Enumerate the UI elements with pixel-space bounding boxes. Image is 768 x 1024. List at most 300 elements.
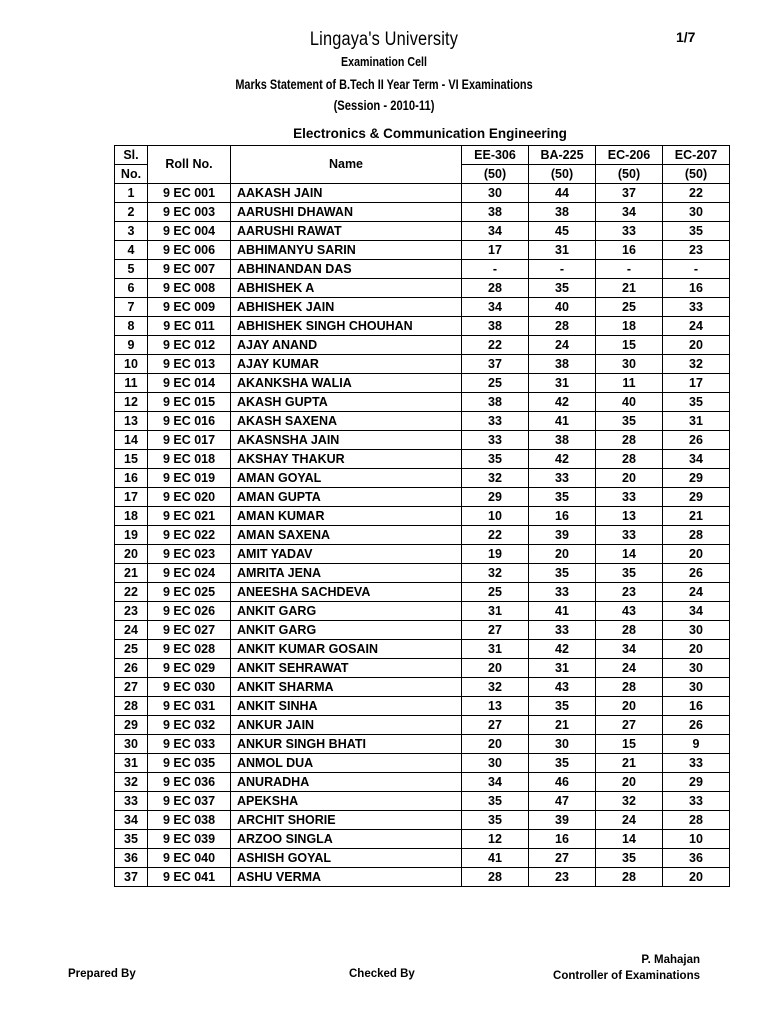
sl-no-cell: 5 [115,260,148,279]
sl-no-cell: 30 [115,735,148,754]
sl-header-line1: Sl. [115,146,148,165]
marks-ee306-cell: 38 [462,393,529,412]
roll-no-cell: 9 EC 041 [148,868,231,887]
prepared-by-label: Prepared By [68,968,136,980]
marks-ec207-cell: 16 [663,279,730,298]
marks-ba225-cell: 41 [529,412,596,431]
marks-ba225-cell: 33 [529,621,596,640]
student-name-cell: ANKIT KUMAR GOSAIN [231,640,462,659]
marks-ee306-cell: 34 [462,773,529,792]
sl-no-cell: 27 [115,678,148,697]
marks-ee306-cell: - [462,260,529,279]
student-name-cell: AJAY ANAND [231,336,462,355]
student-name-cell: ABHISHEK SINGH CHOUHAN [231,317,462,336]
roll-no-cell: 9 EC 013 [148,355,231,374]
marks-ba225-cell: 30 [529,735,596,754]
marks-ec207-cell: 34 [663,602,730,621]
subject-header-code: EC-206 [596,146,663,165]
marks-ec207-cell: 20 [663,545,730,564]
marks-ec207-cell: 20 [663,868,730,887]
table-row [115,697,730,716]
sl-no-cell: 1 [115,184,148,203]
table-row [115,469,730,488]
student-name-cell: ANKIT SINHA [231,697,462,716]
roll-no-cell: 9 EC 018 [148,450,231,469]
roll-no-cell: 9 EC 001 [148,184,231,203]
roll-no-cell: 9 EC 022 [148,526,231,545]
marks-table-body [115,184,730,887]
table-row [115,735,730,754]
roll-no-cell: 9 EC 024 [148,564,231,583]
marks-ee306-cell: 32 [462,564,529,583]
marks-ec206-cell: 28 [596,431,663,450]
marks-ec206-cell: 15 [596,735,663,754]
sl-no-cell: 25 [115,640,148,659]
table-row [115,659,730,678]
marks-ee306-cell: 31 [462,602,529,621]
table-row [115,450,730,469]
marks-ee306-cell: 27 [462,621,529,640]
marks-ba225-cell: 16 [529,830,596,849]
marks-ba225-cell: 33 [529,583,596,602]
student-name-cell: ABHISHEK A [231,279,462,298]
table-row [115,583,730,602]
roll-no-cell: 9 EC 011 [148,317,231,336]
marks-ec207-cell: 33 [663,298,730,317]
department-title: Electronics & Communication Engineering [293,126,567,141]
table-row [115,773,730,792]
table-row [115,488,730,507]
roll-no-cell: 9 EC 016 [148,412,231,431]
checked-by-label: Checked By [349,968,415,980]
table-row [115,545,730,564]
table-row [115,507,730,526]
student-name-cell: AMAN GOYAL [231,469,462,488]
table-row [115,621,730,640]
marks-ee306-cell: 25 [462,583,529,602]
marks-ee306-cell: 38 [462,203,529,222]
roll-no-cell: 9 EC 006 [148,241,231,260]
table-row [115,640,730,659]
sl-no-cell: 3 [115,222,148,241]
marks-ec207-cell: 28 [663,811,730,830]
student-name-cell: AAKASH JAIN [231,184,462,203]
roll-no-cell: 9 EC 028 [148,640,231,659]
marks-ee306-cell: 22 [462,336,529,355]
student-name-cell: AKASH GUPTA [231,393,462,412]
sl-no-cell: 10 [115,355,148,374]
table-row [115,355,730,374]
roll-no-cell: 9 EC 007 [148,260,231,279]
marks-ba225-cell: 47 [529,792,596,811]
student-name-cell: AKSHAY THAKUR [231,450,462,469]
marks-ec207-cell: 24 [663,583,730,602]
sl-no-cell: 34 [115,811,148,830]
roll-header: Roll No. [148,146,231,184]
marks-ec206-cell: 25 [596,298,663,317]
sl-no-cell: 15 [115,450,148,469]
roll-no-cell: 9 EC 004 [148,222,231,241]
marks-ec207-cell: 32 [663,355,730,374]
table-row [115,412,730,431]
table-row [115,526,730,545]
marks-ba225-cell: 35 [529,279,596,298]
subject-header-max: (50) [596,165,663,184]
statement-title: Marks Statement of B.Tech II Year Term - VI Examinations [235,76,533,92]
marks-ee306-cell: 17 [462,241,529,260]
marks-ec206-cell: 13 [596,507,663,526]
sl-no-cell: 26 [115,659,148,678]
roll-no-cell: 9 EC 017 [148,431,231,450]
table-row [115,279,730,298]
session-label: (Session - 2010-11) [333,97,435,113]
marks-ec206-cell: 20 [596,697,663,716]
student-name-cell: ASHU VERMA [231,868,462,887]
subject-header-max: (50) [663,165,730,184]
roll-no-cell: 9 EC 019 [148,469,231,488]
sl-no-cell: 35 [115,830,148,849]
marks-ee306-cell: 19 [462,545,529,564]
table-row [115,868,730,887]
roll-no-cell: 9 EC 008 [148,279,231,298]
subject-header-code: BA-225 [529,146,596,165]
marks-ec206-cell: 35 [596,412,663,431]
marks-ec206-cell: 24 [596,659,663,678]
marks-ec206-cell: 33 [596,222,663,241]
marks-ec206-cell: 32 [596,792,663,811]
table-row [115,222,730,241]
marks-ee306-cell: 30 [462,184,529,203]
marks-ec206-cell: 20 [596,469,663,488]
marks-ec207-cell: 34 [663,450,730,469]
examination-cell-title: Examination Cell [341,54,427,69]
marks-ba225-cell: 38 [529,203,596,222]
sl-no-cell: 17 [115,488,148,507]
roll-no-cell: 9 EC 035 [148,754,231,773]
marks-ee306-cell: 33 [462,431,529,450]
table-row [115,830,730,849]
marks-ec206-cell: 34 [596,640,663,659]
student-name-cell: ANKIT GARG [231,602,462,621]
marks-ec206-cell: - [596,260,663,279]
marks-ba225-cell: 40 [529,298,596,317]
marks-ba225-cell: 35 [529,697,596,716]
marks-ec207-cell: 35 [663,222,730,241]
sl-header-line2: No. [115,165,148,184]
marks-ec207-cell: 30 [663,659,730,678]
marks-ec206-cell: 37 [596,184,663,203]
marks-ba225-cell: 35 [529,754,596,773]
marks-table [114,145,730,887]
table-row [115,374,730,393]
marks-ec206-cell: 15 [596,336,663,355]
sl-no-cell: 37 [115,868,148,887]
signatory-name: P. Mahajan [641,954,700,966]
marks-ec206-cell: 35 [596,564,663,583]
marks-ba225-cell: 45 [529,222,596,241]
student-name-cell: ANURADHA [231,773,462,792]
student-name-cell: AKASH SAXENA [231,412,462,431]
roll-no-cell: 9 EC 015 [148,393,231,412]
student-name-cell: AARUSHI DHAWAN [231,203,462,222]
sl-no-cell: 23 [115,602,148,621]
student-name-cell: ANKUR JAIN [231,716,462,735]
roll-no-cell: 9 EC 030 [148,678,231,697]
marks-ba225-cell: 31 [529,374,596,393]
table-row [115,716,730,735]
sl-no-cell: 20 [115,545,148,564]
marks-ee306-cell: 34 [462,298,529,317]
marks-ec207-cell: 35 [663,393,730,412]
marks-ec207-cell: 26 [663,564,730,583]
sl-no-cell: 24 [115,621,148,640]
marks-ec207-cell: 33 [663,754,730,773]
table-row [115,393,730,412]
student-name-cell: ANKUR SINGH BHATI [231,735,462,754]
marks-ba225-cell: 39 [529,526,596,545]
roll-no-cell: 9 EC 027 [148,621,231,640]
student-name-cell: AMAN KUMAR [231,507,462,526]
table-row [115,184,730,203]
roll-no-cell: 9 EC 033 [148,735,231,754]
sl-no-cell: 7 [115,298,148,317]
sl-no-cell: 14 [115,431,148,450]
marks-ee306-cell: 10 [462,507,529,526]
student-name-cell: AMRITA JENA [231,564,462,583]
table-row [115,260,730,279]
marks-ec207-cell: 24 [663,317,730,336]
marks-ec206-cell: 14 [596,830,663,849]
marks-ec207-cell: 26 [663,716,730,735]
roll-no-cell: 9 EC 025 [148,583,231,602]
marks-ec207-cell: 22 [663,184,730,203]
marks-ec207-cell: 30 [663,203,730,222]
sl-no-cell: 36 [115,849,148,868]
marks-ee306-cell: 22 [462,526,529,545]
table-row [115,849,730,868]
student-name-cell: ANKIT SEHRAWAT [231,659,462,678]
roll-no-cell: 9 EC 009 [148,298,231,317]
sl-no-cell: 31 [115,754,148,773]
marks-ec207-cell: 29 [663,773,730,792]
table-row [115,298,730,317]
marks-ee306-cell: 25 [462,374,529,393]
marks-ec207-cell: 20 [663,640,730,659]
marks-ec206-cell: 23 [596,583,663,602]
marks-ec206-cell: 18 [596,317,663,336]
marks-ee306-cell: 13 [462,697,529,716]
marks-ec206-cell: 28 [596,678,663,697]
marks-ec206-cell: 43 [596,602,663,621]
marks-ec207-cell: 23 [663,241,730,260]
sl-no-cell: 28 [115,697,148,716]
roll-no-cell: 9 EC 036 [148,773,231,792]
student-name-cell: ARCHIT SHORIE [231,811,462,830]
marks-ba225-cell: 28 [529,317,596,336]
marks-ec207-cell: 31 [663,412,730,431]
page-number: 1/7 [676,29,696,45]
student-name-cell: APEKSHA [231,792,462,811]
sl-no-cell: 4 [115,241,148,260]
sl-no-cell: 22 [115,583,148,602]
roll-no-cell: 9 EC 032 [148,716,231,735]
student-name-cell: ANKIT GARG [231,621,462,640]
marks-ba225-cell: 39 [529,811,596,830]
marks-ec206-cell: 21 [596,279,663,298]
marks-ec206-cell: 28 [596,450,663,469]
marks-ba225-cell: 31 [529,241,596,260]
marks-ee306-cell: 33 [462,412,529,431]
marks-ee306-cell: 29 [462,488,529,507]
signatory-designation: Controller of Examinations [553,970,700,982]
marks-ee306-cell: 34 [462,222,529,241]
student-name-cell: ABHIMANYU SARIN [231,241,462,260]
table-row [115,431,730,450]
marks-ec207-cell: 17 [663,374,730,393]
table-row [115,678,730,697]
roll-no-cell: 9 EC 014 [148,374,231,393]
table-row [115,792,730,811]
roll-no-cell: 9 EC 037 [148,792,231,811]
marks-ec206-cell: 28 [596,621,663,640]
sl-no-cell: 13 [115,412,148,431]
marks-ec206-cell: 21 [596,754,663,773]
subject-header-max: (50) [529,165,596,184]
table-row [115,754,730,773]
marks-ec206-cell: 30 [596,355,663,374]
marks-ba225-cell: 35 [529,488,596,507]
student-name-cell: AKASNSHA JAIN [231,431,462,450]
marks-ec206-cell: 40 [596,393,663,412]
sl-no-cell: 8 [115,317,148,336]
marks-ee306-cell: 30 [462,754,529,773]
table-row [115,241,730,260]
marks-ba225-cell: 24 [529,336,596,355]
marks-ec206-cell: 20 [596,773,663,792]
table-row [115,602,730,621]
roll-no-cell: 9 EC 023 [148,545,231,564]
subject-header-max: (50) [462,165,529,184]
marks-ec206-cell: 33 [596,488,663,507]
marks-ec206-cell: 27 [596,716,663,735]
marks-ee306-cell: 32 [462,678,529,697]
marks-ba225-cell: 38 [529,431,596,450]
roll-no-cell: 9 EC 003 [148,203,231,222]
marks-ba225-cell: 20 [529,545,596,564]
marks-ec207-cell: 30 [663,621,730,640]
sl-no-cell: 29 [115,716,148,735]
student-name-cell: ASHISH GOYAL [231,849,462,868]
marks-ec206-cell: 24 [596,811,663,830]
marks-ec207-cell: 28 [663,526,730,545]
sl-no-cell: 6 [115,279,148,298]
table-row [115,564,730,583]
student-name-cell: ANMOL DUA [231,754,462,773]
student-name-cell: ABHISHEK JAIN [231,298,462,317]
marks-ee306-cell: 27 [462,716,529,735]
marks-ba225-cell: 41 [529,602,596,621]
marks-ba225-cell: 42 [529,640,596,659]
marks-ee306-cell: 35 [462,450,529,469]
university-name: Lingaya's University [309,29,459,50]
marks-ba225-cell: 35 [529,564,596,583]
sl-no-cell: 2 [115,203,148,222]
marks-ee306-cell: 28 [462,279,529,298]
marks-ec206-cell: 33 [596,526,663,545]
marks-ee306-cell: 41 [462,849,529,868]
marks-ec207-cell: 16 [663,697,730,716]
student-name-cell: AMAN GUPTA [231,488,462,507]
roll-no-cell: 9 EC 040 [148,849,231,868]
student-name-cell: AJAY KUMAR [231,355,462,374]
marks-ec206-cell: 34 [596,203,663,222]
roll-no-cell: 9 EC 021 [148,507,231,526]
roll-no-cell: 9 EC 026 [148,602,231,621]
marks-ec206-cell: 11 [596,374,663,393]
marks-ec207-cell: 26 [663,431,730,450]
marks-ec206-cell: 28 [596,868,663,887]
marks-ec207-cell: - [663,260,730,279]
sl-no-cell: 11 [115,374,148,393]
subject-header-code: EE-306 [462,146,529,165]
sl-no-cell: 21 [115,564,148,583]
table-row [115,336,730,355]
student-name-cell: AKANKSHA WALIA [231,374,462,393]
marks-ee306-cell: 38 [462,317,529,336]
marks-ec207-cell: 9 [663,735,730,754]
sl-no-cell: 19 [115,526,148,545]
marks-ee306-cell: 20 [462,735,529,754]
roll-no-cell: 9 EC 031 [148,697,231,716]
marks-ba225-cell: 31 [529,659,596,678]
marks-ba225-cell: 21 [529,716,596,735]
marks-ba225-cell: 16 [529,507,596,526]
sl-no-cell: 9 [115,336,148,355]
marks-ec207-cell: 20 [663,336,730,355]
sl-no-cell: 12 [115,393,148,412]
student-name-cell: ARZOO SINGLA [231,830,462,849]
student-name-cell: AMAN SAXENA [231,526,462,545]
marks-ba225-cell: 46 [529,773,596,792]
roll-no-cell: 9 EC 038 [148,811,231,830]
marks-ec207-cell: 36 [663,849,730,868]
marks-ba225-cell: 33 [529,469,596,488]
student-name-cell: ABHINANDAN DAS [231,260,462,279]
marks-ba225-cell: 42 [529,393,596,412]
marks-ee306-cell: 35 [462,811,529,830]
marks-ec206-cell: 14 [596,545,663,564]
student-name-cell: ANKIT SHARMA [231,678,462,697]
table-row [115,811,730,830]
marks-ec206-cell: 35 [596,849,663,868]
table-row [115,317,730,336]
marks-ee306-cell: 28 [462,868,529,887]
marks-ba225-cell: 42 [529,450,596,469]
roll-no-cell: 9 EC 039 [148,830,231,849]
marks-ec207-cell: 29 [663,469,730,488]
marks-ba225-cell: 43 [529,678,596,697]
marks-ee306-cell: 12 [462,830,529,849]
student-name-cell: AMIT YADAV [231,545,462,564]
marks-ec207-cell: 33 [663,792,730,811]
roll-no-cell: 9 EC 012 [148,336,231,355]
marks-ee306-cell: 32 [462,469,529,488]
marks-ec207-cell: 21 [663,507,730,526]
subject-header-code: EC-207 [663,146,730,165]
student-name-cell: ANEESHA SACHDEVA [231,583,462,602]
marks-ba225-cell: 44 [529,184,596,203]
roll-no-cell: 9 EC 020 [148,488,231,507]
